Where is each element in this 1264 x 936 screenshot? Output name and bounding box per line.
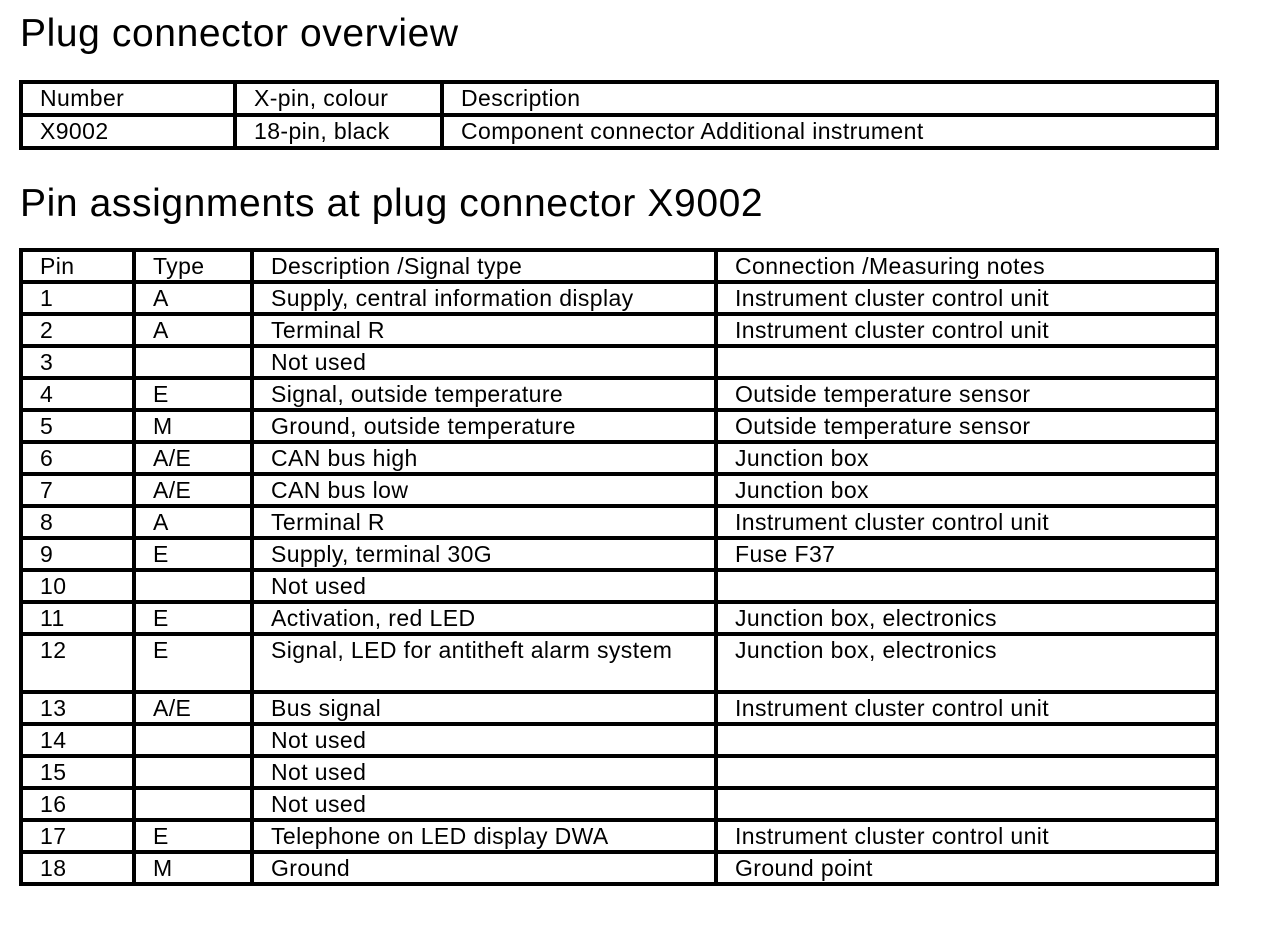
cell-description-signal-type: CAN bus low — [252, 474, 716, 506]
cell-description-signal-type: Supply, central information display — [252, 282, 716, 314]
cell-description-signal-type: CAN bus high — [252, 442, 716, 474]
header-cell-number: Number — [21, 82, 235, 115]
cell-type: E — [134, 602, 252, 634]
cell-connection-measuring-notes: Junction box, electronics — [716, 602, 1217, 634]
cell-type: E — [134, 820, 252, 852]
table-row — [21, 724, 1217, 756]
table-header-row — [21, 82, 1217, 115]
cell-type — [134, 756, 252, 788]
cell-pin: 8 — [21, 506, 134, 538]
cell-connection-measuring-notes: Instrument cluster control unit — [716, 314, 1217, 346]
cell-pin: 15 — [21, 756, 134, 788]
header-cell-description-signal-type: Description /Signal type — [252, 250, 716, 282]
cell-pin: 12 — [21, 634, 134, 692]
table-row — [21, 570, 1217, 602]
cell-connection-measuring-notes — [716, 346, 1217, 378]
table-row — [21, 506, 1217, 538]
table-row — [21, 852, 1217, 884]
cell-description-signal-type: Not used — [252, 788, 716, 820]
table-row — [21, 820, 1217, 852]
cell-type: A — [134, 282, 252, 314]
table-row — [21, 115, 1217, 148]
cell-type: A/E — [134, 692, 252, 724]
table-row — [21, 602, 1217, 634]
cell-description-signal-type: Not used — [252, 346, 716, 378]
cell-connection-measuring-notes — [716, 756, 1217, 788]
cell-type: A/E — [134, 474, 252, 506]
cell-connection-measuring-notes: Junction box — [716, 474, 1217, 506]
cell-description-signal-type: Supply, terminal 30G — [252, 538, 716, 570]
cell-description-signal-type: Signal, LED for antitheft alarm system — [252, 634, 716, 692]
cell-pin: 14 — [21, 724, 134, 756]
cell-description-signal-type: Activation, red LED — [252, 602, 716, 634]
cell-connection-measuring-notes: Ground point — [716, 852, 1217, 884]
cell-type: A — [134, 506, 252, 538]
cell-description-signal-type: Telephone on LED display DWA — [252, 820, 716, 852]
cell-type: A — [134, 314, 252, 346]
cell-description-signal-type: Bus signal — [252, 692, 716, 724]
header-cell-x-pin-colour: X-pin, colour — [235, 82, 442, 115]
cell-connection-measuring-notes: Instrument cluster control unit — [716, 282, 1217, 314]
table-row — [21, 346, 1217, 378]
cell-type: E — [134, 634, 252, 692]
cell-description-signal-type: Terminal R — [252, 506, 716, 538]
cell-description-signal-type: Not used — [252, 570, 716, 602]
cell-pin: 2 — [21, 314, 134, 346]
cell-pin: 13 — [21, 692, 134, 724]
cell-pin: 9 — [21, 538, 134, 570]
table-row — [21, 756, 1217, 788]
header-cell-pin: Pin — [21, 250, 134, 282]
cell-description-signal-type: Terminal R — [252, 314, 716, 346]
cell-type: M — [134, 852, 252, 884]
cell-connection-measuring-notes: Instrument cluster control unit — [716, 820, 1217, 852]
cell-description-signal-type: Signal, outside temperature — [252, 378, 716, 410]
plug-connector-overview-table — [19, 80, 1219, 150]
cell-connection-measuring-notes: Fuse F37 — [716, 538, 1217, 570]
cell-description-signal-type: Not used — [252, 724, 716, 756]
cell-connection-measuring-notes: Outside temperature sensor — [716, 410, 1217, 442]
table-row — [21, 314, 1217, 346]
table-row — [21, 474, 1217, 506]
cell-pin: 3 — [21, 346, 134, 378]
cell-connection-measuring-notes — [716, 788, 1217, 820]
table-row — [21, 692, 1217, 724]
cell-number: X9002 — [21, 115, 235, 148]
table-row — [21, 442, 1217, 474]
header-cell-connection-measuring-notes: Connection /Measuring notes — [716, 250, 1217, 282]
cell-description-signal-type: Ground, outside temperature — [252, 410, 716, 442]
cell-pin: 17 — [21, 820, 134, 852]
cell-type — [134, 346, 252, 378]
cell-type: E — [134, 378, 252, 410]
cell-description-signal-type: Not used — [252, 756, 716, 788]
cell-type: M — [134, 410, 252, 442]
cell-pin: 18 — [21, 852, 134, 884]
cell-type — [134, 724, 252, 756]
table-row — [21, 378, 1217, 410]
table-row — [21, 538, 1217, 570]
cell-connection-measuring-notes — [716, 724, 1217, 756]
cell-connection-measuring-notes: Junction box — [716, 442, 1217, 474]
pin-assignments-table — [19, 248, 1219, 886]
table-row — [21, 410, 1217, 442]
overview-title: Plug connector overview — [20, 12, 459, 55]
cell-type: E — [134, 538, 252, 570]
cell-connection-measuring-notes — [716, 570, 1217, 602]
cell-pin: 7 — [21, 474, 134, 506]
table-row — [21, 282, 1217, 314]
header-cell-type: Type — [134, 250, 252, 282]
cell-connection-measuring-notes: Instrument cluster control unit — [716, 506, 1217, 538]
cell-pin: 6 — [21, 442, 134, 474]
cell-pin: 1 — [21, 282, 134, 314]
cell-x-pin-colour: 18-pin, black — [235, 115, 442, 148]
cell-pin: 10 — [21, 570, 134, 602]
cell-pin: 16 — [21, 788, 134, 820]
cell-description-signal-type: Ground — [252, 852, 716, 884]
pin-assignments-title: Pin assignments at plug connector X9002 — [20, 182, 764, 225]
cell-description: Component connector Additional instrument — [442, 115, 1217, 148]
table-row — [21, 788, 1217, 820]
cell-type — [134, 788, 252, 820]
cell-type — [134, 570, 252, 602]
table-row — [21, 634, 1217, 692]
cell-connection-measuring-notes: Instrument cluster control unit — [716, 692, 1217, 724]
cell-pin: 11 — [21, 602, 134, 634]
cell-connection-measuring-notes: Junction box, electronics — [716, 634, 1217, 692]
table-header-row — [21, 250, 1217, 282]
cell-pin: 5 — [21, 410, 134, 442]
cell-pin: 4 — [21, 378, 134, 410]
header-cell-description: Description — [442, 82, 1217, 115]
cell-connection-measuring-notes: Outside temperature sensor — [716, 378, 1217, 410]
cell-type: A/E — [134, 442, 252, 474]
